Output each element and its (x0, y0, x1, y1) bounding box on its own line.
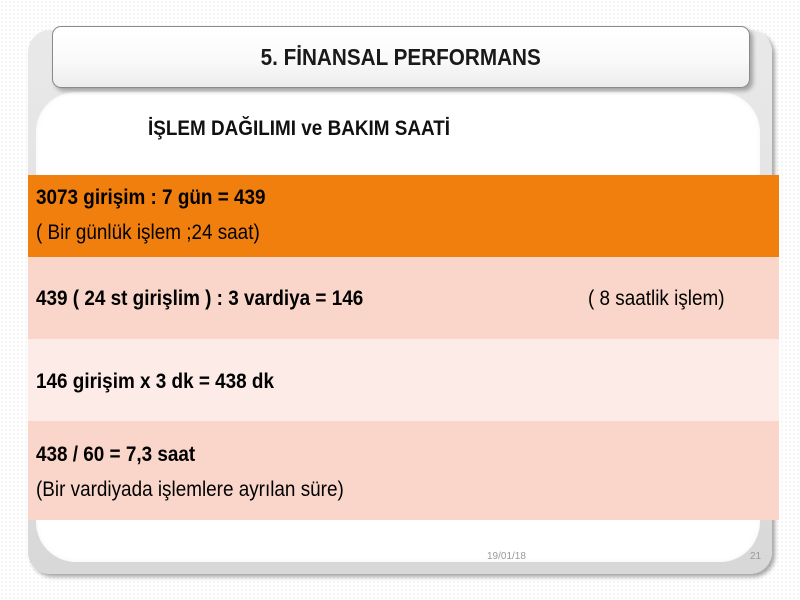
calc-row-minutes (28, 339, 779, 421)
calc-row-shift-note: ( 8 saatlik işlem) (588, 287, 725, 310)
slide-title: 5. FİNANSAL PERFORMANS (260, 43, 542, 70)
title-banner (52, 26, 750, 88)
section-subtitle: İŞLEM DAĞILIMI ve BAKIM SAATİ (148, 117, 451, 140)
page-number: 21 (750, 551, 762, 562)
calc-row-shift-formula: 439 ( 24 st girişlim ) : 3 vardiya = 146 (36, 287, 364, 310)
calc-row-daily-formula: 3073 girişim : 7 gün = 439 (36, 186, 266, 209)
calc-row-daily-note: ( Bir günlük işlem ;24 saat) (36, 221, 260, 244)
calc-row-hours (28, 421, 779, 520)
calc-row-shift (28, 257, 779, 339)
calc-row-hours-note: (Bir vardiyada işlemlere ayrılan süre) (36, 478, 344, 501)
footer-date: 19/01/18 (487, 551, 526, 562)
calc-row-minutes-formula: 146 girişim x 3 dk = 438 dk (36, 370, 274, 393)
calc-row-daily (28, 175, 779, 257)
calc-row-hours-formula: 438 / 60 = 7,3 saat (36, 443, 196, 466)
